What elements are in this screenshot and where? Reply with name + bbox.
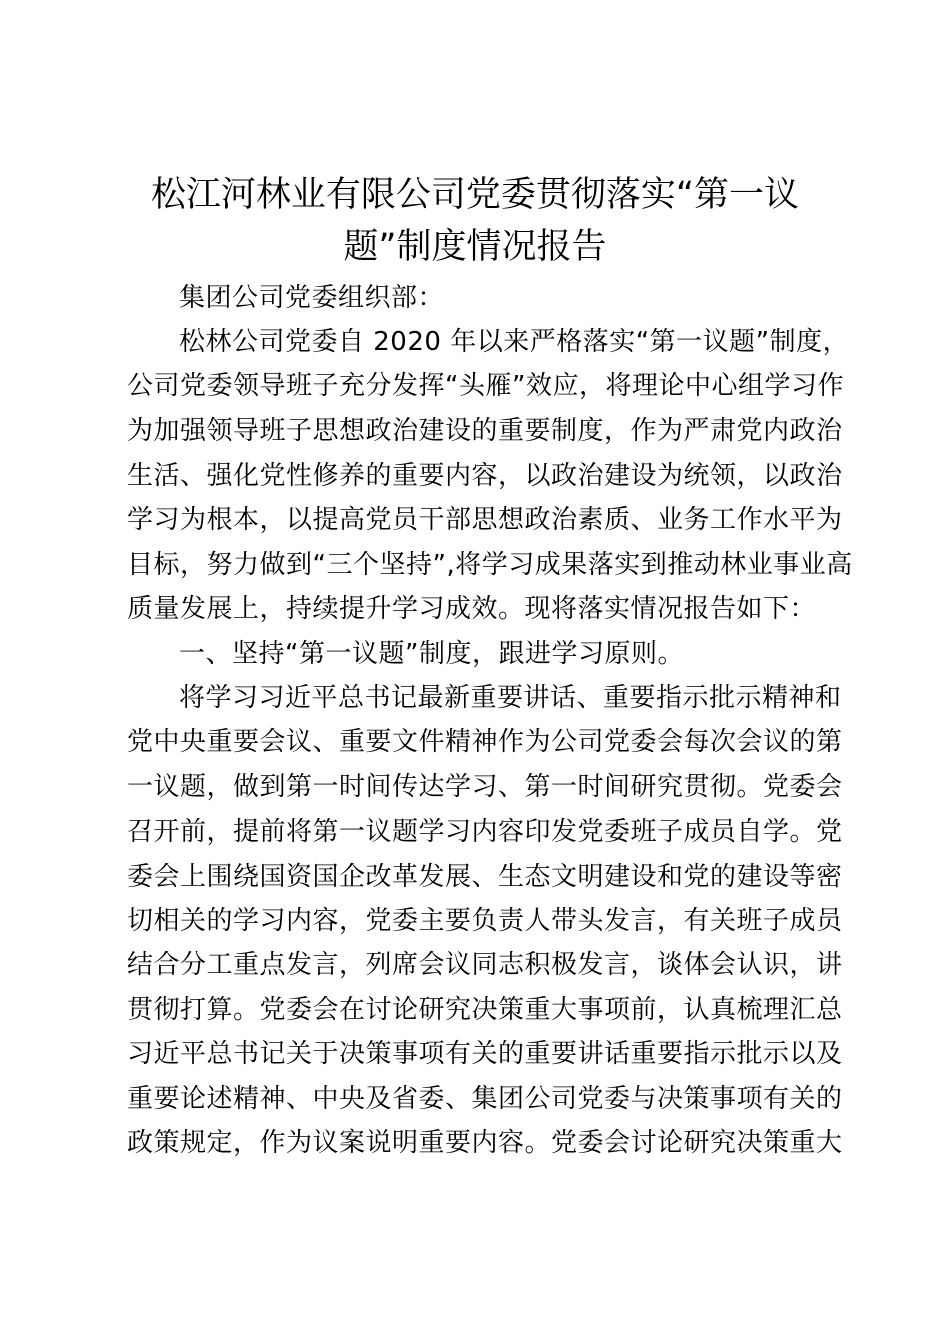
paragraph-line: 目标，努力做到“三个坚持”,将学习成果落实到推动林业事业高 bbox=[127, 550, 853, 580]
paragraph-line: 习近平总书记关于决策事项有关的重要讲话重要指示批示以及 bbox=[127, 1039, 843, 1069]
paragraph-line: 公司党委领导班子充分发挥“头雁”效应，将理论中心组学习作 bbox=[127, 371, 844, 401]
paragraph-line: 一议题，做到第一时间传达学习、第一时间研究贯彻。党委会 bbox=[127, 772, 843, 802]
paragraph-line: 学习为根本，以提高党员干部思想政治素质、业务工作水平为 bbox=[127, 505, 843, 535]
paragraph-line: 党中央重要会议、重要文件精神作为公司党委会每次会议的第 bbox=[127, 727, 843, 757]
salutation: 集团公司党委组织部： bbox=[179, 283, 445, 313]
paragraph-line: 切相关的学习内容，党委主要负责人带头发言，有关班子成员 bbox=[127, 906, 843, 936]
paragraph-line: 重要论述精神、中央及省委、集团公司党委与决策事项有关的 bbox=[127, 1084, 843, 1114]
document-title-line-1: 松江河林业有限公司党委贯彻落实“第一议 bbox=[150, 175, 800, 215]
paragraph-line: 生活、强化党性修养的重要内容，以政治建设为统领，以政治 bbox=[127, 461, 843, 491]
paragraph-line: 政策规定，作为议案说明重要内容。党委会讨论研究决策重大 bbox=[127, 1128, 843, 1158]
document-title-line-2: 题”制度情况报告 bbox=[343, 227, 607, 267]
paragraph-line: 质量发展上，持续提升学习成效。现将落实情况报告如下： bbox=[127, 594, 817, 624]
paragraph-line: 为加强领导班子思想政治建设的重要制度，作为严肃党内政治 bbox=[127, 416, 843, 446]
paragraph-line: 结合分工重点发言，列席会议同志积极发言，谈体会认识，讲 bbox=[127, 950, 843, 980]
paragraph-line: 召开前，提前将第一议题学习内容印发党委班子成员自学。党 bbox=[127, 817, 843, 847]
paragraph-line: 贯彻打算。党委会在讨论研究决策重大事项前，认真梳理汇总 bbox=[127, 995, 843, 1025]
paragraph-line: 委会上围绕国资国企改革发展、生态文明建设和党的建设等密 bbox=[127, 862, 843, 892]
section-heading: 一、坚持“第一议题”制度，跟进学习原则。 bbox=[179, 639, 684, 669]
paragraph-line: 将学习习近平总书记最新重要讲话、重要指示批示精神和 bbox=[179, 683, 842, 713]
paragraph-line: 松林公司党委自 2020 年以来严格落实“第一议题”制度， bbox=[179, 327, 850, 357]
